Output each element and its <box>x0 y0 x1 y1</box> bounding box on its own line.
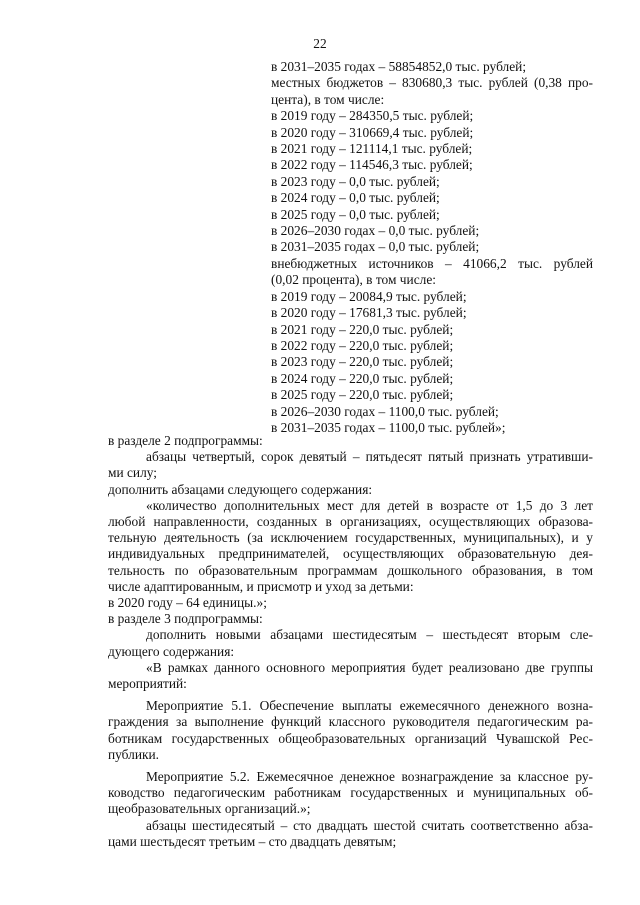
paragraph <box>108 698 593 763</box>
funding-line: в 2023 году – 0,0 тыс. рублей; <box>271 173 440 189</box>
paragraph-line: в 2020 году – 64 единицы.»; <box>108 595 267 611</box>
paragraph-line: дующего содержания: <box>108 643 235 659</box>
paragraph-line: щеобразовательных организаций.»; <box>108 801 311 817</box>
paragraph-line: Мероприятие 5.1. Обеспечение выплаты ежемесячного денежного возна- <box>146 698 593 714</box>
paragraph <box>108 449 593 481</box>
paragraph-line: «количество дополнительных мест для детей в возрасте от 1,5 до 3 лет <box>146 497 593 513</box>
funding-column <box>271 59 593 436</box>
funding-line: в 2021 году – 220,0 тыс. рублей; <box>271 321 454 337</box>
paragraph-line: граждения за выполнение функций классного руководителя педагогическим ра- <box>108 714 593 730</box>
paragraph-line: абзацы четвертый, сорок девятый – пятьдесят пятый признать утративши- <box>146 449 593 465</box>
paragraph <box>108 660 593 692</box>
page-number: 22 <box>313 36 327 51</box>
funding-line: внебюджетных источников – 41066,2 тыс. рублей <box>271 255 593 271</box>
paragraph-line: дополнить абзацами следующего содержания: <box>108 481 373 497</box>
funding-line: в 2031–2035 годах – 1100,0 тыс. рублей»; <box>271 419 506 435</box>
funding-line: в 2024 году – 0,0 тыс. рублей; <box>271 190 440 206</box>
main-text <box>108 433 593 850</box>
funding-line: в 2022 году – 114546,3 тыс. рублей; <box>271 157 473 173</box>
funding-line: (0,02 процента), в том числе: <box>271 272 436 288</box>
paragraph <box>108 498 593 595</box>
funding-line: в 2025 году – 0,0 тыс. рублей; <box>271 206 440 222</box>
funding-line: в 2022 году – 220,0 тыс. рублей; <box>271 337 454 353</box>
funding-line: в 2020 году – 310669,4 тыс. рублей; <box>271 124 474 140</box>
paragraph-line: индивидуальных предпринимателей, осуществляющих образовательную дея- <box>108 546 593 562</box>
paragraph <box>108 595 593 611</box>
funding-line: в 2026–2030 годах – 1100,0 тыс. рублей; <box>271 403 499 419</box>
funding-line: в 2026–2030 годах – 0,0 тыс. рублей; <box>271 223 480 239</box>
funding-line: в 2024 году – 220,0 тыс. рублей; <box>271 370 454 386</box>
paragraph-line: ботникам государственных общеобразовательных организаций Чувашской Рес- <box>108 730 593 746</box>
funding-line: местных бюджетов – 830680,3 тыс. рублей (0,38 про- <box>271 75 593 91</box>
funding-line: цента), в том числе: <box>271 91 385 107</box>
funding-line: в 2021 году – 121114,1 тыс. рублей; <box>271 141 473 157</box>
paragraph <box>108 818 593 850</box>
funding-line: в 2031–2035 годах – 58854852,0 тыс. рублей; <box>271 59 527 74</box>
funding-line: в 2020 году – 17681,3 тыс. рублей; <box>271 305 467 321</box>
paragraph-line: ководство педагогическим работникам государственных и муниципальных об- <box>108 785 593 801</box>
paragraph <box>108 627 593 659</box>
paragraph-line: «В рамках данного основного мероприятия будет реализовано две группы <box>146 659 593 675</box>
funding-line: в 2019 году – 284350,5 тыс. рублей; <box>271 108 474 124</box>
funding-line: в 2023 году – 220,0 тыс. рублей; <box>271 354 454 370</box>
paragraph <box>108 482 593 498</box>
paragraph-line: ми силу; <box>108 465 158 481</box>
paragraph-line: любой направленности, созданных в организациях, осуществляющих образова- <box>108 514 593 530</box>
paragraph-line: цами шестьдесят третьим – сто двадцать девятым; <box>108 833 397 849</box>
paragraph-line: тельную деятельность (за исключением государственных, муниципальных), и у <box>108 530 593 546</box>
paragraph-line: в разделе 2 подпрограммы: <box>108 433 263 448</box>
paragraph-line: дополнить новыми абзацами шестидесятым – шестьдесят вторым сле- <box>146 627 593 643</box>
paragraph <box>108 433 593 449</box>
funding-line: в 2031–2035 годах – 0,0 тыс. рублей; <box>271 239 480 255</box>
paragraph <box>108 769 593 818</box>
paragraph-line: публики. <box>108 746 160 762</box>
paragraph-line: числе адаптированным, и присмотр и уход за детьми: <box>108 578 414 594</box>
paragraph <box>108 611 593 627</box>
paragraph-line: мероприятий: <box>108 676 187 692</box>
paragraph-line: абзацы шестидесятый – сто двадцать шестой считать соответственно абза- <box>146 817 593 833</box>
funding-line: в 2025 году – 220,0 тыс. рублей; <box>271 387 454 403</box>
paragraph-line: в разделе 3 подпрограммы: <box>108 611 263 627</box>
funding-line: в 2019 году – 20084,9 тыс. рублей; <box>271 288 467 304</box>
paragraph-line: тельность по образовательным программам дошкольного образования, в том <box>108 562 593 578</box>
paragraph-line: Мероприятие 5.2. Ежемесячное денежное вознаграждение за классное ру- <box>146 769 593 785</box>
